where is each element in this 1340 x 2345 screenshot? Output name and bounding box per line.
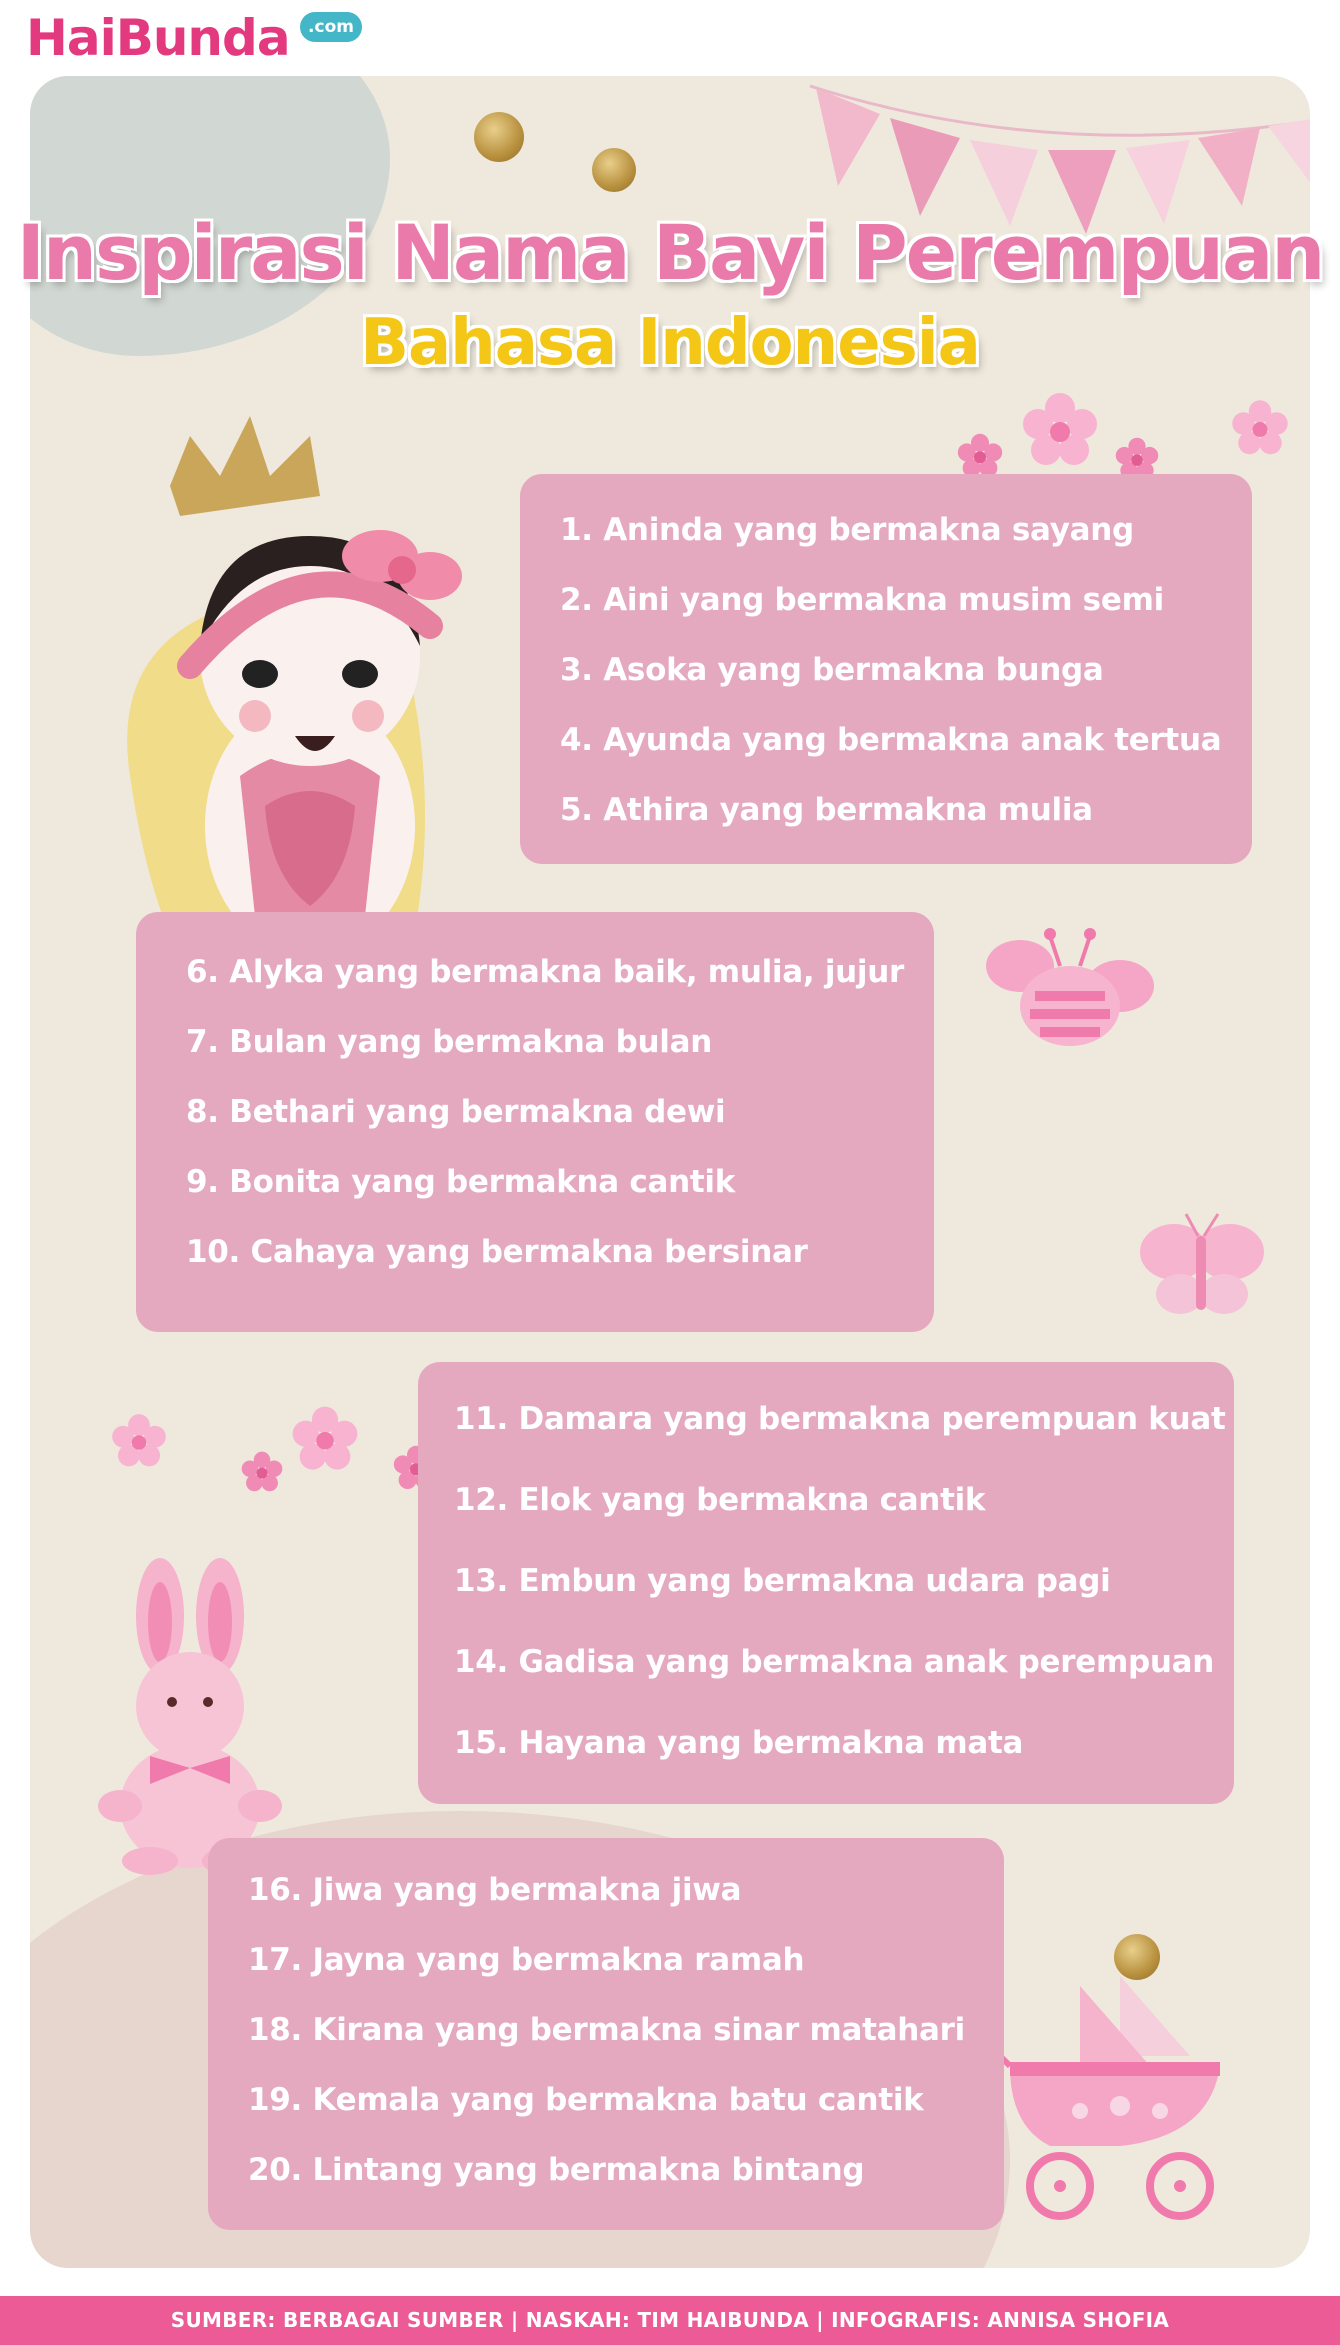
glitter-dot: [474, 112, 524, 162]
list-item: 14. Gadisa yang bermakna anak perempuan: [454, 1644, 1215, 1680]
list-item: 17. Jayna yang bermakna ramah: [248, 1942, 805, 1978]
list-item: 8. Bethari yang bermakna dewi: [186, 1094, 726, 1130]
list-item: 20. Lintang yang bermakna bintang: [248, 2152, 865, 2188]
flower-icon: [110, 1412, 168, 1470]
brand-suffix-badge: .com: [300, 12, 362, 42]
list-item: 11. Damara yang bermakna perempuan kuat: [454, 1401, 1226, 1437]
names-group-1: [520, 474, 1252, 864]
names-group-2: [136, 912, 934, 1332]
brand-name: HaiBunda: [26, 9, 290, 67]
bunny-plush-icon: [90, 1556, 290, 1876]
list-item: 16. Jiwa yang bermakna jiwa: [248, 1872, 742, 1908]
list-item: 19. Kemala yang bermakna batu cantik: [248, 2082, 924, 2118]
brand-logo[interactable]: [26, 8, 290, 68]
list-item: 9. Bonita yang bermakna cantik: [186, 1164, 736, 1200]
glitter-dot: [592, 148, 636, 192]
names-group-4: [208, 1838, 1004, 2230]
title-line-2: Bahasa Indonesia: [360, 306, 980, 380]
flower-icon: [1230, 398, 1290, 458]
footer-credits: SUMBER: BERBAGAI SUMBER | NASKAH: TIM HAIBUNDA | INFOGRAFIS: ANNISA SHOFIA: [0, 2296, 1340, 2345]
flower-icon: [1020, 390, 1100, 470]
list-item: 4. Ayunda yang bermakna anak tertua: [560, 722, 1222, 758]
list-item: 1. Aninda yang bermakna sayang: [560, 512, 1134, 548]
names-group-3: [418, 1362, 1234, 1804]
list-item: 6. Alyka yang bermakna baik, mulia, jujur: [186, 954, 905, 990]
list-item: 7. Bulan yang bermakna bulan: [186, 1024, 713, 1060]
flower-icon: [240, 1450, 284, 1494]
butterfly-icon: [1136, 1206, 1266, 1326]
list-item: 18. Kirana yang bermakna sinar matahari: [248, 2012, 965, 2048]
list-item: 2. Aini yang bermakna musim semi: [560, 582, 1164, 618]
list-item: 12. Elok yang bermakna cantik: [454, 1482, 986, 1518]
bee-icon: [980, 916, 1160, 1066]
list-item: 5. Athira yang bermakna mulia: [560, 792, 1093, 828]
list-item: 13. Embun yang bermakna udara pagi: [454, 1563, 1111, 1599]
title-line-1: Inspirasi Nama Bayi Perempuan: [16, 208, 1324, 297]
baby-stroller-icon: [970, 1966, 1230, 2226]
list-item: 15. Hayana yang bermakna mata: [454, 1725, 1024, 1761]
list-item: 10. Cahaya yang bermakna bersinar: [186, 1234, 808, 1270]
flower-icon: [956, 432, 1004, 480]
flower-icon: [290, 1404, 360, 1474]
list-item: 3. Asoka yang bermakna bunga: [560, 652, 1104, 688]
